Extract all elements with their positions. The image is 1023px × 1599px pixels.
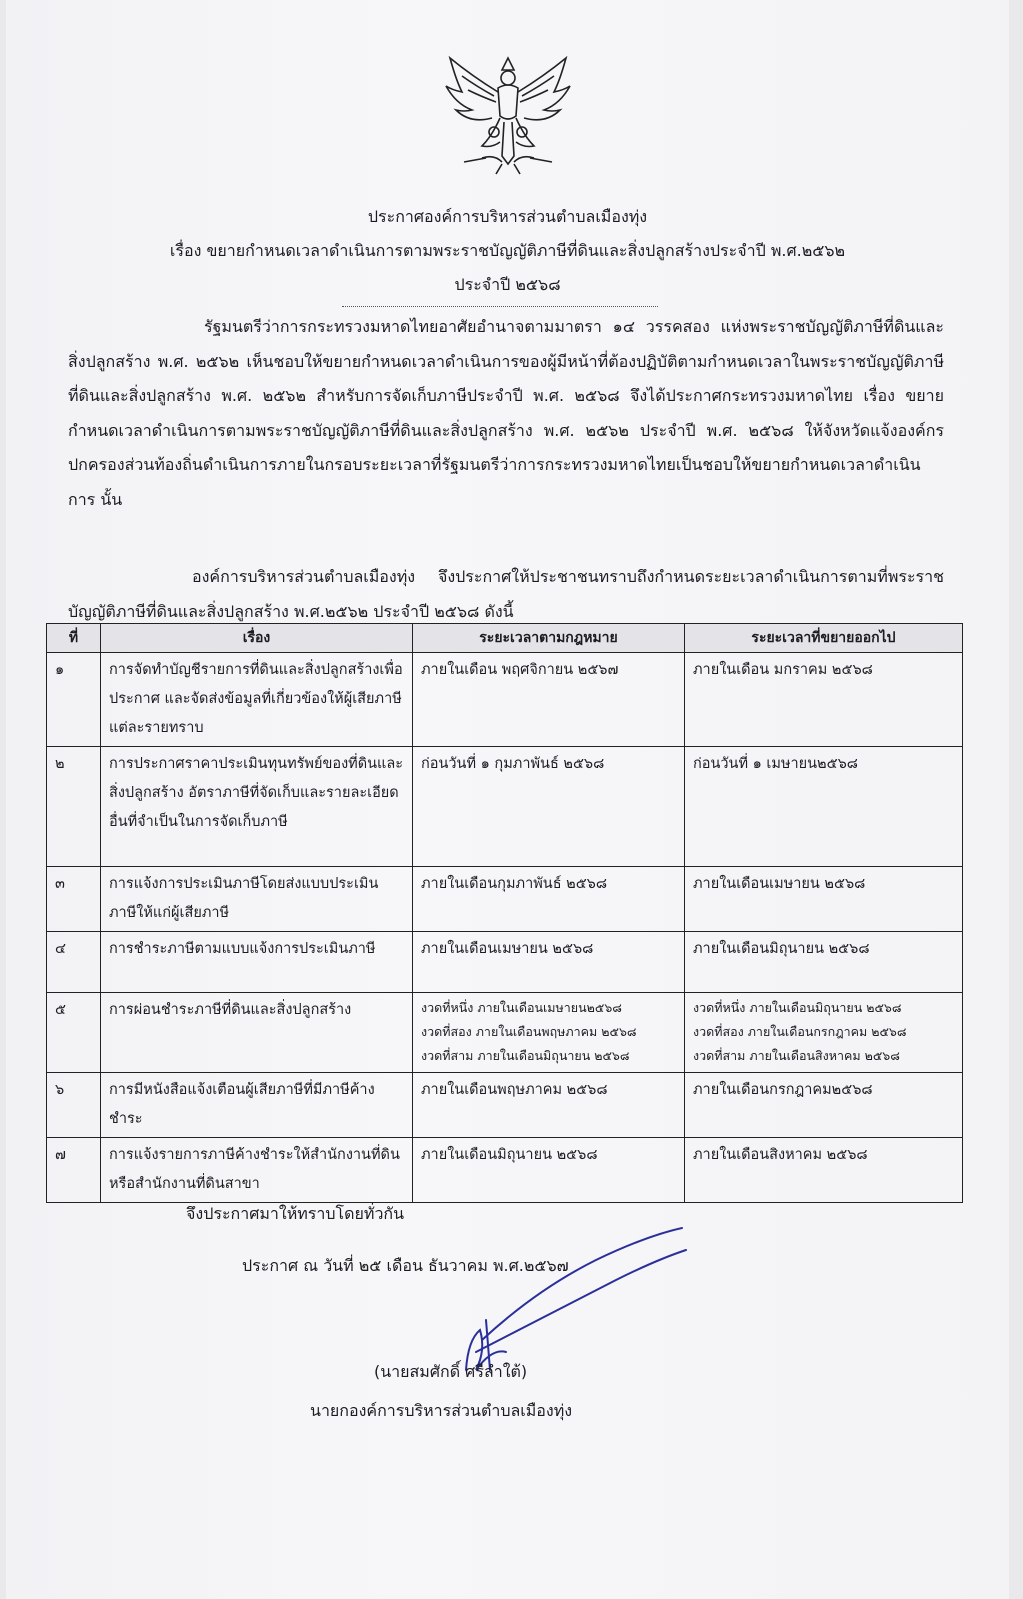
row-legal-period	[413, 993, 685, 1073]
installment-line: งวดที่สาม ภายในเดือนสิงหาคม ๒๕๖๘	[693, 1048, 900, 1063]
header-extended-period: ระยะเวลาที่ขยายออกไป	[685, 624, 963, 653]
header-legal-period: ระยะเวลาตามกฎหมาย	[413, 624, 685, 653]
row-extended-period: ภายในเดือนมิถุนายน ๒๕๖๘	[685, 932, 963, 993]
row-legal-period: ภายในเดือนกุมภาพันธ์ ๒๕๖๘	[413, 867, 685, 932]
announcement-date: ประกาศ ณ วันที่ ๒๕ เดือน ธันวาคม พ.ศ.๒๕๖๗	[242, 1256, 569, 1275]
row-extended-period	[685, 993, 963, 1073]
table-row	[47, 653, 963, 747]
row-extended-period: ภายในเดือน มกราคม ๒๕๖๘	[685, 653, 963, 747]
row-number: ๑	[47, 653, 101, 747]
table-row	[47, 1138, 963, 1203]
garuda-emblem	[442, 46, 574, 176]
body-paragraph-2: องค์การบริหารส่วนตำบลเมืองทุ่ง จึงประกาศให้ประชาชนทราบถึงกำหนดระยะเวลาดำเนินการตามที่พระราชบัญญัติภาษีที่ดินและสิ่งปลูกสร้าง พ.ศ.๒๕๖๒ ประจำปี ๒๕๖๘ ดังนี้	[68, 567, 944, 621]
row-subject: การชำระภาษีตามแบบแจ้งการประเมินภาษี	[101, 932, 413, 993]
installment-line: งวดที่หนึ่ง ภายในเดือนเมษายน๒๕๖๘	[421, 1000, 622, 1015]
table-header-row	[47, 624, 963, 653]
table-row	[47, 867, 963, 932]
row-subject: การแจ้งการประเมินภาษีโดยส่งแบบประเมินภาษีให้แก่ผู้เสียภาษี	[101, 867, 413, 932]
signer-title: นายกองค์การบริหารส่วนตำบลเมืองทุ่ง	[310, 1401, 573, 1420]
row-number: ๗	[47, 1138, 101, 1203]
body-paragraph-1: รัฐมนตรีว่าการกระทรวงมหาดไทยอาศัยอำนาจตามมาตรา ๑๔ วรรคสอง แห่งพระราชบัญญัติภาษีที่ดินและสิ่งปลูกสร้าง พ.ศ. ๒๕๖๒ เห็นชอบให้ขยายกำหนดเวลาดำเนินการของผู้มีหน้าที่ต้องปฏิบัติตามกำหนดเวลาในพระราชบัญญัติภาษีที่ดินและสิ่งปลูกสร้าง พ.ศ. ๒๕๖๒ สำหรับการจัดเก็บภาษีประจำปี พ.ศ. ๒๕๖๘ จึงได้ประกาศกระทรวงมหาดไทย เรื่อง ขยายกำหนดเวลาดำเนินการตามพระราชบัญญัติภาษีที่ดินและสิ่งปลูกสร้าง พ.ศ. ๒๕๖๒ ประจำปี พ.ศ. ๒๕๖๘ ให้จังหวัดแจ้งองค์กรปกครองส่วนท้องถิ่นดำเนินการภายในกรอบระยะเวลาที่รัฐมนตรีว่าการกระทรวงมหาดไทยเป็นชอบให้ขยายกำหนดเวลาดำเนินการ นั้น	[68, 317, 944, 509]
row-subject: การมีหนังสือแจ้งเตือนผู้เสียภาษีที่มีภาษีค้างชำระ	[101, 1073, 413, 1138]
table-row	[47, 932, 963, 993]
installment-line: งวดที่สอง ภายในเดือนพฤษภาคม ๒๕๖๘	[421, 1024, 637, 1039]
row-number: ๔	[47, 932, 101, 993]
row-number: ๖	[47, 1073, 101, 1138]
installment-line: งวดที่สาม ภายในเดือนมิถุนายน ๒๕๖๘	[421, 1048, 630, 1063]
row-legal-period: ภายในเดือนพฤษภาคม ๒๕๖๘	[413, 1073, 685, 1138]
announcement-title: ประกาศองค์การบริหารส่วนตำบลเมืองทุ่ง	[367, 207, 648, 226]
closing-announce: จึงประกาศมาให้ทราบโดยทั่วกัน	[186, 1204, 405, 1223]
row-legal-period: ภายในเดือนเมษายน ๒๕๖๘	[413, 932, 685, 993]
row-subject: การผ่อนชำระภาษีที่ดินและสิ่งปลูกสร้าง	[101, 993, 413, 1073]
header-subject: เรื่อง	[101, 624, 413, 653]
document-page	[6, 0, 1009, 1599]
row-legal-period: ก่อนวันที่ ๑ กุมภาพันธ์ ๒๕๖๘	[413, 747, 685, 867]
installment-line: งวดที่สอง ภายในเดือนกรกฎาคม ๒๕๖๘	[693, 1024, 907, 1039]
row-legal-period: ภายในเดือนมิถุนายน ๒๕๖๘	[413, 1138, 685, 1203]
table-row	[47, 993, 963, 1073]
row-number: ๒	[47, 747, 101, 867]
signer-name: (นายสมศักดิ์ ศรีลำใต้)	[374, 1362, 528, 1381]
row-subject: การจัดทำบัญชีรายการที่ดินและสิ่งปลูกสร้างเพื่อประกาศ และจัดส่งข้อมูลที่เกี่ยวข้องให้ผู้เสียภาษีแต่ละรายทราบ	[101, 653, 413, 747]
row-extended-period: ภายในเดือนกรกฎาคม๒๕๖๘	[685, 1073, 963, 1138]
row-number: ๓	[47, 867, 101, 932]
row-legal-period: ภายในเดือน พฤศจิกายน ๒๕๖๗	[413, 653, 685, 747]
row-subject: การประกาศราคาประเมินทุนทรัพย์ของที่ดินและสิ่งปลูกสร้าง อัตราภาษีที่จัดเก็บและรายละเอียดอื่นที่จำเป็นในการจัดเก็บภาษี	[101, 747, 413, 867]
announcement-year: ประจำปี ๒๕๖๘	[454, 275, 561, 294]
table-row	[47, 1073, 963, 1138]
row-extended-period: ก่อนวันที่ ๑ เมษายน๒๕๖๘	[685, 747, 963, 867]
row-extended-period: ภายในเดือนสิงหาคม ๒๕๖๘	[685, 1138, 963, 1203]
announcement-subject: เรื่อง ขยายกำหนดเวลาดำเนินการตามพระราชบัญญัติภาษีที่ดินและสิ่งปลูกสร้างประจำปี พ.ศ.๒๕๖๒	[169, 241, 846, 260]
header-no: ที่	[47, 624, 101, 653]
installment-line: งวดที่หนึ่ง ภายในเดือนมิถุนายน ๒๕๖๘	[693, 1000, 902, 1015]
row-number: ๕	[47, 993, 101, 1073]
table-row	[47, 747, 963, 867]
title-divider	[342, 306, 658, 307]
row-extended-period: ภายในเดือนเมษายน ๒๕๖๘	[685, 867, 963, 932]
schedule-table	[46, 623, 963, 1203]
row-subject: การแจ้งรายการภาษีค้างชำระให้สำนักงานที่ดินหรือสำนักงานที่ดินสาขา	[101, 1138, 413, 1203]
